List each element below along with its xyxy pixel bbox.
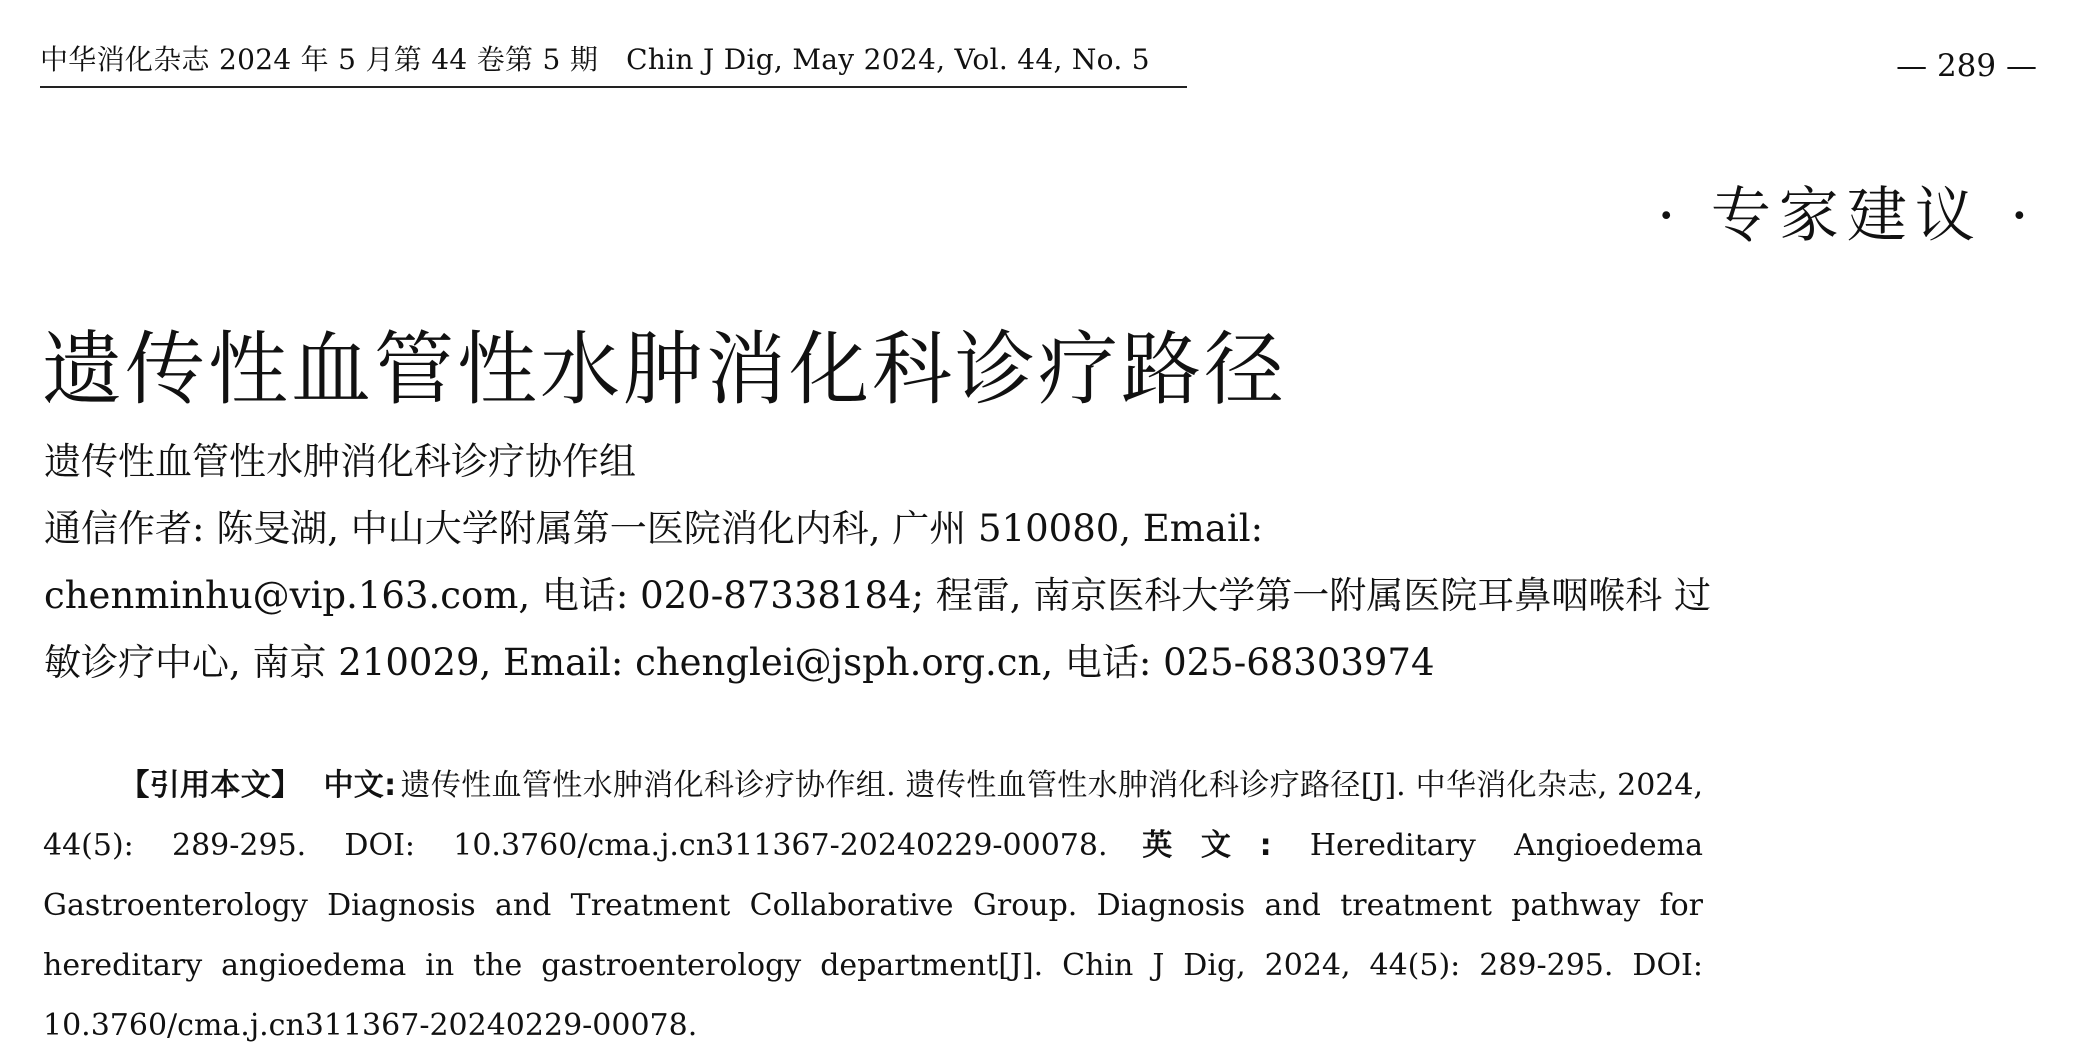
article-title: 遗传性血管性水肿消化科诊疗路径 (42, 322, 1287, 416)
running-header (40, 38, 1187, 88)
citation-label: 【引用本文】 (119, 768, 302, 803)
page-number: — 289 — (1896, 48, 2037, 84)
citation-chinese-label: 中文: (323, 768, 397, 803)
correspondence-info: 通信作者: 陈旻湖, 中山大学附属第一医院消化内科, 广州 510080, Email: chenminhu@vip.163.com, 电话: 020-87338184; 程雷, 南京医科大学第一附属医院耳鼻咽喉科 过敏诊疗中心, 南京 210029, Email: chenglei@jsph.org.cn, 电话: 025-68303974 (44, 507, 1712, 684)
author-block (44, 428, 1714, 696)
citation-english-label: 英文: (1113, 828, 1272, 863)
journal-info-en: Chin J Dig, May 2024, Vol. 44, No. 5 (626, 43, 1150, 76)
citation-block (43, 756, 1703, 1056)
citation-english-text: Hereditary Angioedema Gastroenterology Diagnosis and Treatment Collaborative Group. Diagnosis and treatment pathway for hereditary angioedema in the gastroenterology department[J]. Chin J Dig, 2024, 44(5): 289-295. DOI: 10.3760/cma.j.cn311367-20240229-00078. (43, 828, 1704, 1043)
citation-chinese-text: 遗传性血管性水肿消化科诊疗协作组. 遗传性血管性水肿消化科诊疗路径[J]. 中华消化杂志, 2024, 44(5): 289-295. DOI: 10.3760/cma.j.cn311367-20240229-00078. (43, 768, 1704, 863)
author-group: 遗传性血管性水肿消化科诊疗协作组 (44, 440, 636, 483)
journal-info-cn: 中华消化杂志 2024 年 5 月第 44 卷第 5 期 (40, 43, 599, 76)
column-label: · 专家建议 · (1656, 181, 2037, 251)
